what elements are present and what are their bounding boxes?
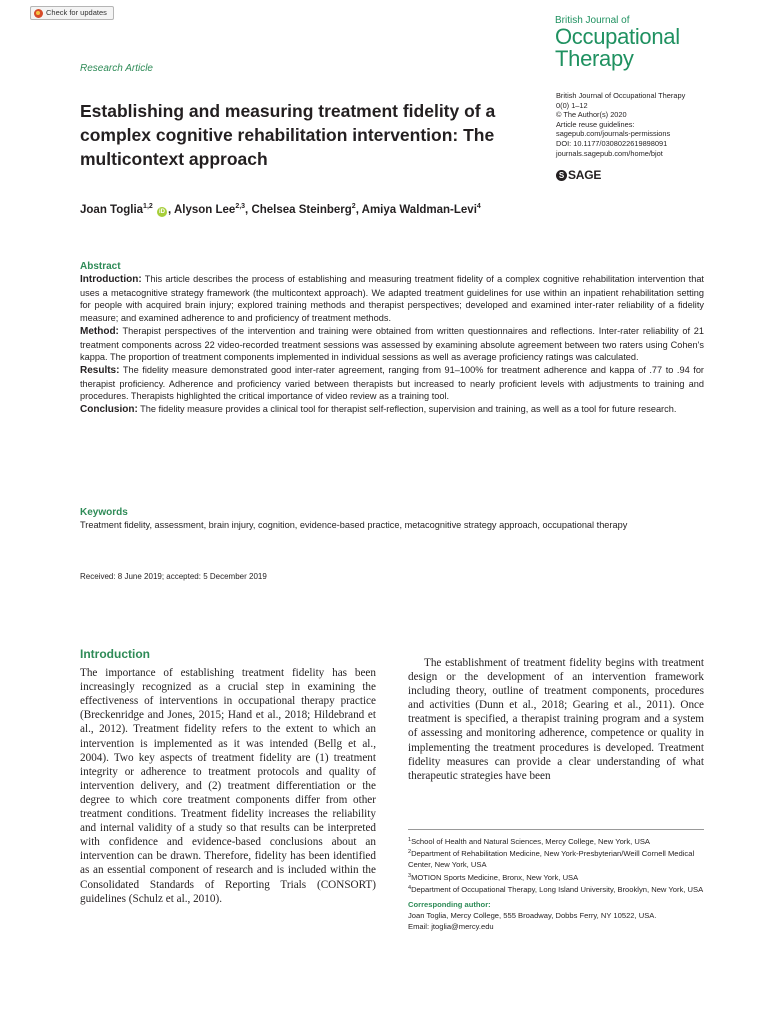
author-name: Joan Toglia	[80, 204, 144, 216]
copyright: © The Author(s) 2020	[556, 110, 627, 120]
affiliation-number: 4	[408, 884, 412, 891]
publisher-name: SAGE	[568, 168, 602, 182]
permissions-link[interactable]: sagepub.com/journals-permissions	[556, 129, 671, 139]
footnotes	[408, 835, 704, 933]
author-affiliation-sup: 1,2	[143, 203, 153, 210]
abstract-conclusion	[80, 403, 704, 417]
abstract-label: Conclusion:	[80, 404, 138, 416]
volume-pages: 0(0) 1–12	[556, 100, 588, 110]
corresponding-author-address: Joan Toglia, Mercy College, 555 Broadway, Dobbs Ferry, NY 10522, USA.	[408, 911, 657, 921]
article-type: Research Article	[80, 63, 153, 74]
affiliation-text: School of Health and Natural Sciences, Mercy College, New York, USA	[411, 837, 650, 846]
keywords	[80, 506, 704, 532]
journal-name-line1: Occupational	[555, 24, 680, 49]
introduction-heading: Introduction	[80, 647, 150, 661]
affiliation-text: MOTION Sports Medicine, Bronx, New York, USA	[411, 872, 579, 882]
affiliation	[408, 835, 704, 847]
doi-link[interactable]: DOI: 10.1177/0308022619898091	[556, 138, 668, 148]
abstract-introduction	[80, 273, 704, 325]
orcid-icon[interactable]: iD	[158, 209, 165, 215]
reuse-guidelines-label: Article reuse guidelines:	[556, 119, 635, 129]
sage-s-icon: S	[556, 170, 567, 181]
affiliation-number: 3	[408, 872, 412, 879]
author-affiliation-sup: 2,3	[235, 203, 246, 210]
keywords-text: Treatment fidelity, assessment, brain injury, cognition, evidence-based practice, metacognitive strategy approach, occupational therapy	[80, 520, 628, 530]
affiliation-text: Department of Rehabilitation Medicine, New York-Presbyterian/Weill Cornell Medical Center, New York, USA	[408, 849, 695, 870]
journal-name-line2: Therapy	[555, 46, 634, 71]
received-dates: Received: 8 June 2019; accepted: 5 December 2019	[80, 572, 267, 581]
affiliation	[408, 847, 704, 870]
author-list: Joan Toglia$^{1,2}$ iD , Alyson Lee$^{2,3}$, Chelsea Steinberg$^2$, Amiya Waldman-Levi$^4$	[80, 203, 481, 216]
introduction-left-column	[80, 647, 376, 906]
abstract-method	[80, 325, 704, 364]
keywords-heading: Keywords	[80, 507, 128, 518]
abstract-label: Method:	[80, 325, 119, 337]
affiliation-text: Department of Occupational Therapy, Long Island University, Brooklyn, New York, USA	[411, 884, 704, 894]
abstract-label: Introduction:	[80, 274, 142, 285]
journal-logo	[555, 15, 745, 70]
abstract-text: The fidelity measure demonstrated good inter-rater agreement, ranging from 91–100% for treatment adherence and kappa of .77 to .94 for therapist proficiency. Adherence and proficiency varied between therapists but increased to nearly proficient levels with adjustments to training and procedures. Therapists highlighted the critical importance of video review as a training tool.	[80, 364, 704, 402]
affiliation-number: 2	[408, 849, 412, 856]
abstract-results	[80, 364, 704, 403]
footnote-divider	[408, 829, 704, 830]
check-for-updates-label: Check for updates	[46, 8, 107, 17]
abstract-text: This article describes the process of establishing and measuring treatment fidelity of a complex cognitive rehabilitation intervention that uses a metacognitive strategy framework (the multicontext approach). We adapted treatment guidelines for use within an inpatient rehabilitation setting for people with acquired brain injury; explored training methods and therapist perspectives; developed and examined inter-rater reliability of a fidelity measure; and examined adherence to and proficiency of treatment methods.	[80, 274, 704, 324]
author-name: Chelsea Steinberg	[251, 204, 352, 216]
publication-info	[556, 91, 756, 158]
abstract-heading: Abstract	[80, 261, 121, 272]
introduction-paragraph-2: The establishment of treatment fidelity begins with treatment design or the development of an intervention framework including theory, outline of treatment components, procedures and activities (Dunn et al., 2018; Gearing et al., 2011). Once treatment is specified, a therapist training program and a system of assessing and monitoring adherence, competence or quality in implementing the treatment procedures is developed. Treatment fidelity measures can provide a clear understanding of what therapeutic strategies have been	[408, 657, 704, 782]
abstract-text: The fidelity measure provides a clinical tool for therapist self-reflection, supervision and training, as well as a tool for future research.	[140, 404, 677, 415]
check-for-updates-badge[interactable]	[30, 6, 114, 20]
article-title: Establishing and measuring treatment fidelity of a complex cognitive rehabilitation intervention: The multicontext approach	[80, 101, 496, 169]
author-name: Amiya Waldman-Levi	[361, 204, 477, 216]
affiliation	[408, 883, 704, 895]
author-affiliation-sup: 4	[476, 203, 481, 210]
journal-home-link[interactable]: journals.sagepub.com/home/bjot	[556, 148, 663, 158]
author-name: Alyson Lee	[173, 204, 236, 216]
corresponding-author-heading: Corresponding author:	[408, 900, 491, 910]
introduction-paragraph-1: The importance of establishing treatment fidelity has been increasingly recognized as a crucial step in examining the effectiveness of interventions in occupational therapy practice (Breckenridge and Jones, 2015; Hand et al., 2018; Hildebrand et al., 2012). Treatment fidelity refers to the extent to which an intervention is implemented as it was intended (Bellg et al., 2004). Two key aspects of treatment fidelity are (1) treatment integrity or adherence to treatment protocols and quality of intervention delivery, and (2) treatment differentiation or the degree to which core treatment components differ from other treatment conditions. Treatment fidelity increases the reliability and internal validity of a study so that results can be interpreted with confidence and evidence-based conclusions about an intervention can be drawn. Therefore, fidelity has been identified as an essential component of research and is included within the Consolidated Standards of Reporting Trials (CONSORT) guidelines (Schulz et al., 2010).	[80, 667, 376, 905]
abstract-text: Therapist perspectives of the intervention and training were obtained from written questionnaires and reflections. Inter-rater reliability of 21 treatment components across 22 video-recorded treatment sessions was assessed by examining absolute agreement between two raters using Cohen's kappa. The proportion of treatment components implemented in individual sessions as well as average proficiency ratings was calculated.	[80, 325, 704, 363]
author-affiliation-sup: 2	[351, 203, 356, 210]
corresponding-author-email[interactable]: Email: jtoglia@mercy.edu	[408, 922, 494, 932]
abstract	[80, 260, 704, 417]
abstract-label: Results:	[80, 364, 120, 376]
affiliation	[408, 871, 704, 883]
journal-prefix: British Journal of	[555, 15, 630, 26]
crossmark-icon	[34, 9, 43, 18]
publisher-logo	[556, 168, 601, 182]
affiliation-number: 1	[408, 837, 412, 843]
introduction-right-column	[408, 656, 704, 783]
journal-citation: British Journal of Occupational Therapy	[556, 91, 686, 100]
